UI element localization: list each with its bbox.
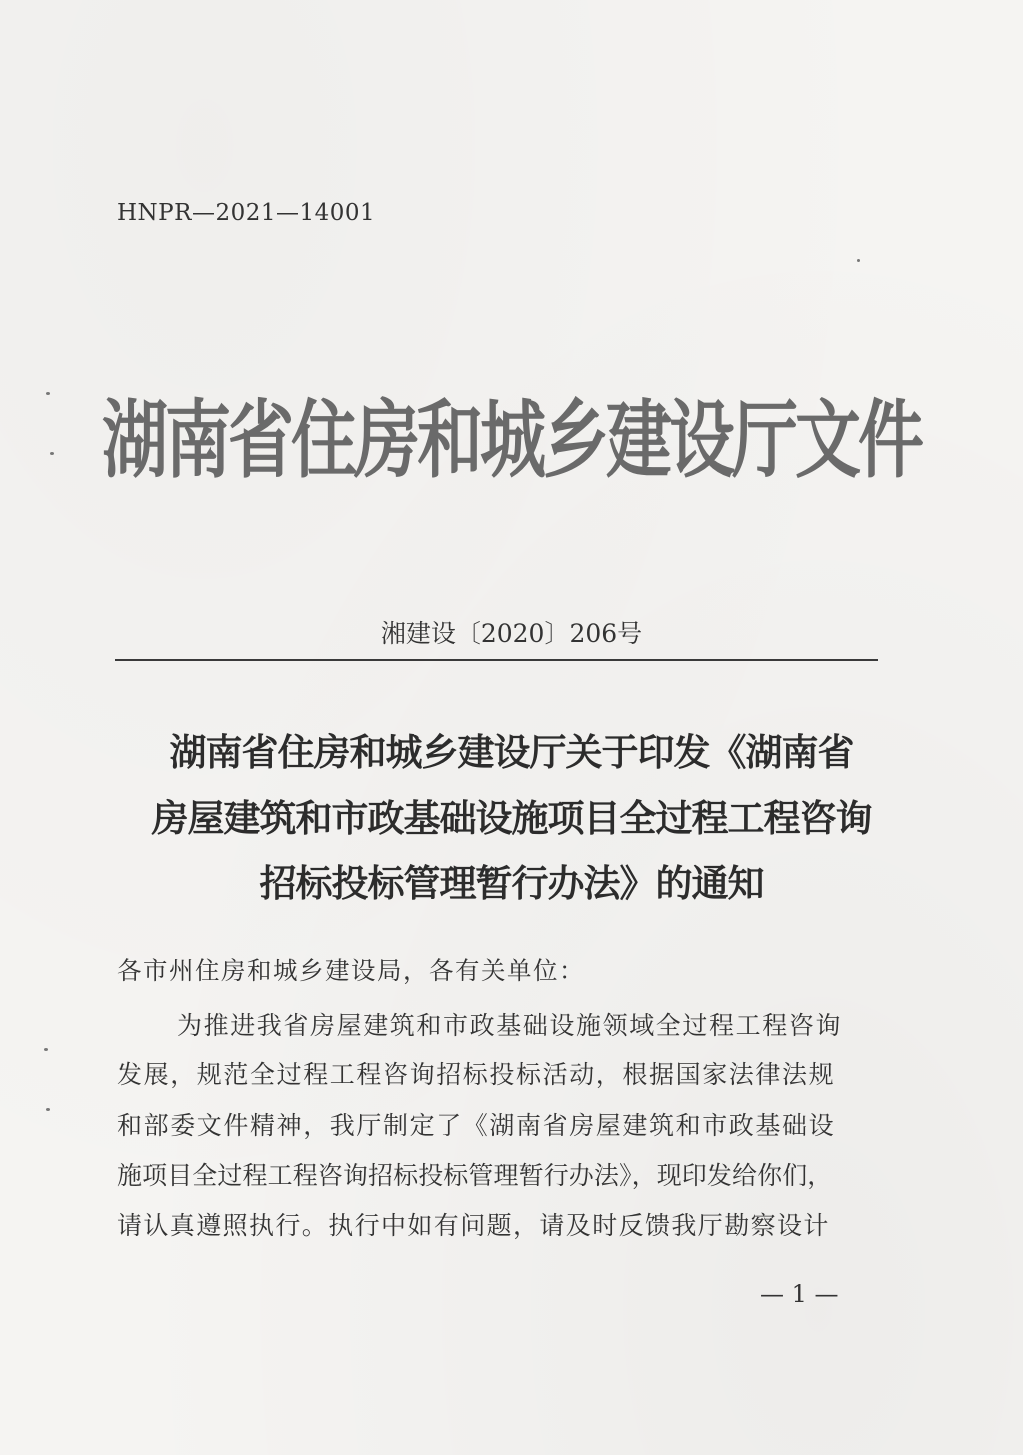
body-text-line: 请认真遵照执行。执行中如有问题，请及时反馈我厅勘察设计 <box>117 1211 830 1240</box>
addressee-line: 各市州住房和城乡建设局，各有关单位： <box>117 956 585 985</box>
document-title-line-1: 湖南省住房和城乡建设厅关于印发《湖南省 <box>169 730 854 774</box>
scan-speck <box>44 1048 48 1051</box>
body-text-line: 施项目全过程工程咨询招标投标管理暂行办法》，现印发给你们， <box>117 1161 833 1190</box>
body-text-line: 为推进我省房屋建筑和市政基础设施领域全过程工程咨询 <box>177 1011 843 1040</box>
document-title-line-2: 房屋建筑和市政基础设施项目全过程工程咨询 <box>151 796 872 840</box>
document-number: 湘建设〔2020〕206号 <box>380 619 643 648</box>
scan-speck <box>46 1108 50 1111</box>
page-number: — 1 — <box>760 1280 839 1308</box>
body-text-line: 发展，规范全过程工程咨询招标投标活动，根据国家法律法规 <box>117 1060 836 1089</box>
body-text-line: 和部委文件精神，我厅制定了《湖南省房屋建筑和市政基础设 <box>117 1111 836 1140</box>
document-id: HNPR—2021—14001 <box>117 200 376 226</box>
header-divider <box>115 659 878 661</box>
issuer-masthead: 湖南省住房和城乡建设厅文件 <box>102 391 921 490</box>
scan-speck <box>857 259 860 262</box>
document-title-line-3: 招标投标管理暂行办法》的通知 <box>259 861 764 905</box>
